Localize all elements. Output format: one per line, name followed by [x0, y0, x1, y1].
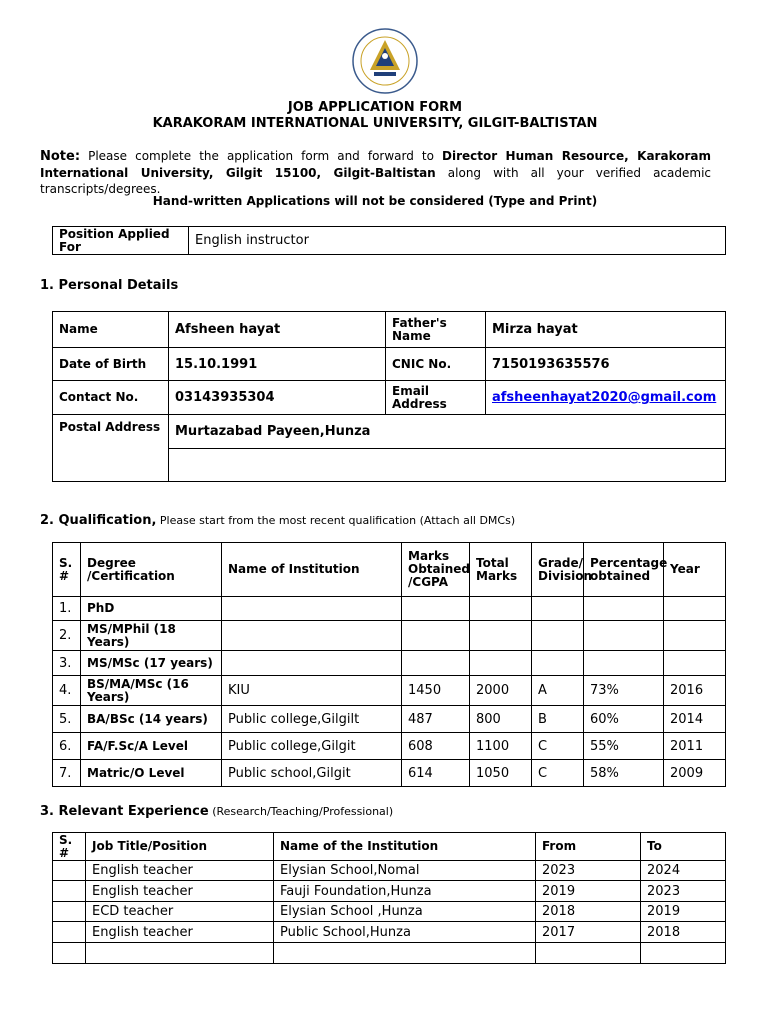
experience-row [53, 922, 726, 943]
qual-header-cell: Name of Institution [222, 543, 402, 597]
university-name: KARAKORAM INTERNATIONAL UNIVERSITY, GILGIT-BALTISTAN [152, 116, 598, 131]
experience-row [53, 902, 726, 922]
qual-serial: 5. [53, 706, 81, 733]
email-link[interactable]: afsheenhayat2020@gmail.com [492, 390, 717, 405]
qual-cell[interactable] [402, 597, 470, 621]
qual-cell[interactable]: 2009 [664, 760, 726, 787]
qual-cell[interactable] [470, 597, 532, 621]
qual-cell[interactable] [470, 621, 532, 651]
exp-cell[interactable]: 2017 [536, 922, 641, 943]
name-value[interactable]: Afsheen hayat [169, 312, 386, 348]
qual-cell[interactable]: 58% [584, 760, 664, 787]
qual-cell[interactable]: KIU [222, 676, 402, 706]
qualification-row [53, 597, 726, 621]
qual-cell[interactable]: 1100 [470, 733, 532, 760]
qual-cell[interactable]: B [532, 706, 584, 733]
qual-header-cell: Grade/ Division [532, 543, 584, 597]
exp-cell[interactable]: 2019 [641, 902, 726, 922]
qualification-row [53, 621, 726, 651]
exp-cell[interactable]: English teacher [86, 881, 274, 902]
qualification-header-row [53, 543, 726, 597]
qual-cell[interactable]: Public college,Gilgilt [222, 706, 402, 733]
exp-serial [53, 943, 86, 964]
contact-value[interactable]: 03143935304 [169, 381, 386, 415]
qual-cell[interactable]: 608 [402, 733, 470, 760]
qual-degree: BA/BSc (14 years) [81, 706, 222, 733]
exp-cell[interactable]: 2023 [641, 881, 726, 902]
postal-value-line2[interactable] [169, 449, 726, 482]
qual-serial: 1. [53, 597, 81, 621]
exp-cell[interactable]: ECD teacher [86, 902, 274, 922]
exp-cell[interactable]: English teacher [86, 922, 274, 943]
qual-cell[interactable]: 1050 [470, 760, 532, 787]
qual-cell[interactable]: 614 [402, 760, 470, 787]
qualification-subheading: Please start from the most recent qualification (Attach all DMCs) [156, 514, 516, 527]
experience-table [52, 832, 726, 964]
experience-row [53, 881, 726, 902]
exp-cell[interactable]: 2024 [641, 861, 726, 881]
qual-serial: 3. [53, 651, 81, 676]
qual-serial: 7. [53, 760, 81, 787]
exp-serial [53, 902, 86, 922]
qual-cell[interactable] [222, 597, 402, 621]
exp-cell[interactable] [536, 943, 641, 964]
qual-cell[interactable] [532, 621, 584, 651]
qualification-row [53, 651, 726, 676]
qual-cell[interactable] [664, 597, 726, 621]
qual-cell[interactable]: A [532, 676, 584, 706]
qualification-heading-row [40, 509, 515, 528]
qual-cell[interactable] [402, 651, 470, 676]
qual-degree: MS/MSc (17 years) [81, 651, 222, 676]
qual-degree: BS/MA/MSc (16 Years) [81, 676, 222, 706]
qual-header-cell: S. # [53, 543, 81, 597]
cnic-label: CNIC No. [386, 348, 486, 381]
qual-cell[interactable]: 2014 [664, 706, 726, 733]
exp-cell[interactable]: 2019 [536, 881, 641, 902]
exp-header-cell: S. # [53, 833, 86, 861]
exp-cell[interactable]: Fauji Foundation,Hunza [274, 881, 536, 902]
qual-header-cell: Percentage obtained [584, 543, 664, 597]
qual-cell[interactable] [664, 621, 726, 651]
experience-row [53, 943, 726, 964]
qual-cell[interactable]: C [532, 760, 584, 787]
exp-serial [53, 881, 86, 902]
experience-subheading: (Research/Teaching/Professional) [208, 805, 394, 818]
dob-label: Date of Birth [53, 348, 169, 381]
qualification-row [53, 733, 726, 760]
experience-heading-row [40, 800, 393, 819]
experience-row [53, 861, 726, 881]
qual-header-cell: Degree /Certification [81, 543, 222, 597]
qual-serial: 2. [53, 621, 81, 651]
qual-cell[interactable] [470, 651, 532, 676]
qual-serial: 4. [53, 676, 81, 706]
qual-cell[interactable]: 60% [584, 706, 664, 733]
position-table [52, 226, 726, 255]
exp-cell[interactable]: 2018 [536, 902, 641, 922]
exp-cell[interactable] [641, 943, 726, 964]
dob-value[interactable]: 15.10.1991 [169, 348, 386, 381]
exp-cell[interactable] [274, 943, 536, 964]
qual-cell[interactable] [532, 597, 584, 621]
exp-header-cell: From [536, 833, 641, 861]
qual-degree: PhD [81, 597, 222, 621]
note-label: Note: [40, 149, 81, 164]
qual-cell[interactable]: 55% [584, 733, 664, 760]
postal-value[interactable]: Murtazabad Payeen,Hunza [169, 415, 726, 449]
qual-cell[interactable] [222, 621, 402, 651]
qual-cell[interactable]: 800 [470, 706, 532, 733]
exp-cell[interactable]: English teacher [86, 861, 274, 881]
handwritten-warning: Hand-written Applications will not be considered (Type and Print) [152, 194, 598, 208]
qual-header-cell: Marks Obtained /CGPA [402, 543, 470, 597]
exp-cell[interactable]: Elysian School ,Hunza [274, 902, 536, 922]
father-value[interactable]: Mirza hayat [486, 312, 726, 348]
qual-degree: Matric/O Level [81, 760, 222, 787]
qualification-heading: 2. Qualification, [40, 513, 157, 528]
qual-cell[interactable] [532, 651, 584, 676]
qual-cell[interactable] [402, 621, 470, 651]
exp-cell[interactable]: Public School,Hunza [274, 922, 536, 943]
position-value[interactable]: English instructor [189, 227, 726, 255]
qual-cell[interactable]: C [532, 733, 584, 760]
qual-cell[interactable] [664, 651, 726, 676]
exp-serial [53, 922, 86, 943]
form-title: JOB APPLICATION FORM [287, 100, 463, 115]
qual-cell[interactable]: Public school,Gilgit [222, 760, 402, 787]
qualification-row [53, 760, 726, 787]
postal-label: Postal Address [53, 415, 169, 482]
personal-details-table [52, 311, 726, 482]
qual-cell[interactable]: 487 [402, 706, 470, 733]
experience-header-row [53, 833, 726, 861]
qual-header-cell: Year [664, 543, 726, 597]
exp-serial [53, 861, 86, 881]
qual-serial: 6. [53, 733, 81, 760]
personal-heading: 1. Personal Details [40, 278, 179, 293]
qualification-row [53, 676, 726, 706]
qual-header-cell: Total Marks [470, 543, 532, 597]
qual-cell[interactable] [584, 651, 664, 676]
qual-cell[interactable]: Public college,Gilgit [222, 733, 402, 760]
exp-header-cell: Name of the Institution [274, 833, 536, 861]
qual-cell[interactable]: 2000 [470, 676, 532, 706]
experience-heading: 3. Relevant Experience [40, 804, 209, 819]
qual-cell[interactable] [222, 651, 402, 676]
position-label: Position Applied For [53, 227, 189, 255]
university-logo [350, 26, 420, 96]
exp-cell[interactable]: 2023 [536, 861, 641, 881]
note-paragraph: Note: Please complete the application form and forward to Director Human Resource, Karakoram International University, Gilgit 15100, Gilgit-Baltistan along with all your verified academic transcripts/degrees. [40, 149, 712, 196]
contact-label: Contact No. [53, 381, 169, 415]
exp-header-cell: To [641, 833, 726, 861]
qual-cell[interactable]: 2016 [664, 676, 726, 706]
qualification-table [52, 542, 726, 787]
exp-cell[interactable]: 2018 [641, 922, 726, 943]
qual-degree: FA/F.Sc/A Level [81, 733, 222, 760]
qual-cell[interactable]: 73% [584, 676, 664, 706]
qual-degree: MS/MPhil (18 Years) [81, 621, 222, 651]
exp-header-cell: Job Title/Position [86, 833, 274, 861]
qual-cell[interactable]: 2011 [664, 733, 726, 760]
qual-cell[interactable] [584, 621, 664, 651]
qualification-row [53, 706, 726, 733]
exp-cell[interactable]: Elysian School,Nomal [274, 861, 536, 881]
qual-cell[interactable]: 1450 [402, 676, 470, 706]
cnic-value[interactable]: 7150193635576 [486, 348, 726, 381]
name-label: Name [53, 312, 169, 348]
father-label: Father's Name [386, 312, 486, 348]
exp-cell[interactable] [86, 943, 274, 964]
email-label: Email Address [386, 381, 486, 415]
qual-cell[interactable] [584, 597, 664, 621]
